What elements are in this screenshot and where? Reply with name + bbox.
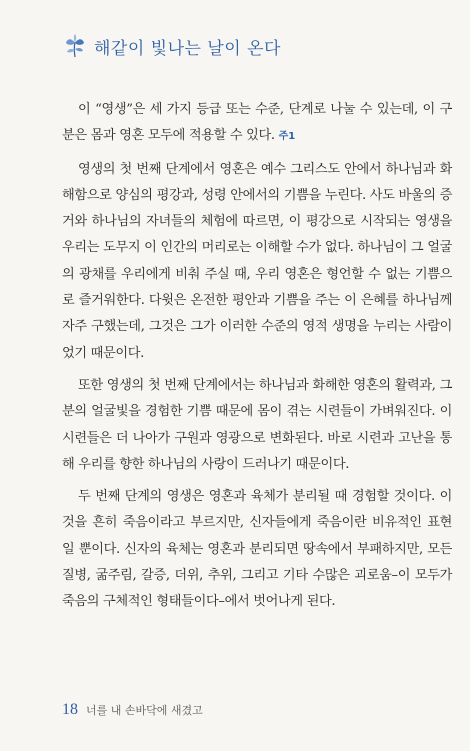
footnote-marker: 주1 bbox=[278, 131, 296, 143]
page-footer bbox=[62, 701, 203, 719]
paragraph-4: 두 번째 단계의 영생은 영혼과 육체가 분리될 때 경험할 것이다. 이것을 흔히 죽음이라고 부르지만, 신자들에게 죽음이란 비유적인 표현일 뿐이다. 신자의 육체는 영혼과 분리되면 땅속에서 부패하지만, 모든 질병, 굶주림, 갈증, 더위, 추위, 그리고 기타 수많은 괴로움–이 모두가 죽음의 구체적인 형태들이다–에서 벗어나게 된다. bbox=[62, 489, 452, 610]
page-number: 18 bbox=[62, 701, 78, 718]
paragraph-1 bbox=[62, 97, 452, 151]
chapter-title: 해같이 빛나는 날이 온다 bbox=[94, 38, 281, 59]
paragraph-3: 또한 영생의 첫 번째 단계에서는 하나님과 화해한 영혼의 활력과, 그분의 얼굴빛을 경험한 기쁨 때문에 몸이 겪는 시련들이 가벼워진다. 이 시련들은 더 나아가 구원과 영광으로 변화된다. 바로 시련과 고난을 통해 우리를 향한 하나님의 사랑이 드러나기 때문이다. bbox=[62, 377, 452, 472]
running-header bbox=[62, 33, 281, 59]
blue-flower-icon bbox=[62, 33, 88, 59]
book-title: 너를 내 손바닥에 새겼고 bbox=[86, 704, 203, 717]
paragraph-text: 이 “영생”은 세 가지 등급 또는 수준, 단계로 나눌 수 있는데, 이 구분은 몸과 영혼 모두에 적용할 수 있다. bbox=[62, 102, 452, 144]
paragraph-2: 영생의 첫 번째 단계에서 영혼은 예수 그리스도 안에서 하나님과 화해함으로 양심의 평강과, 성령 안에서의 기쁨을 누린다. 사도 바울의 증거와 하나님의 자녀들의 체험에 따르면, 이 평강으로 시작되는 영생을 우리는 도무지 이 인간의 머리로는 이해할 수가 없다. 하나님이 그 얼굴의 광채를 우리에게 비춰 주실 때, 우리 영혼은 형언할 수 없는 기쁨으로 즐거워한다. 다윗은 온전한 평안과 기쁨을 주는 이 은혜를 하나님께 자주 구했는데, 그것은 그가 이러한 수준의 영적 생명을 누리는 사람이었기 때문이다. bbox=[62, 161, 452, 361]
body-text bbox=[62, 97, 452, 622]
